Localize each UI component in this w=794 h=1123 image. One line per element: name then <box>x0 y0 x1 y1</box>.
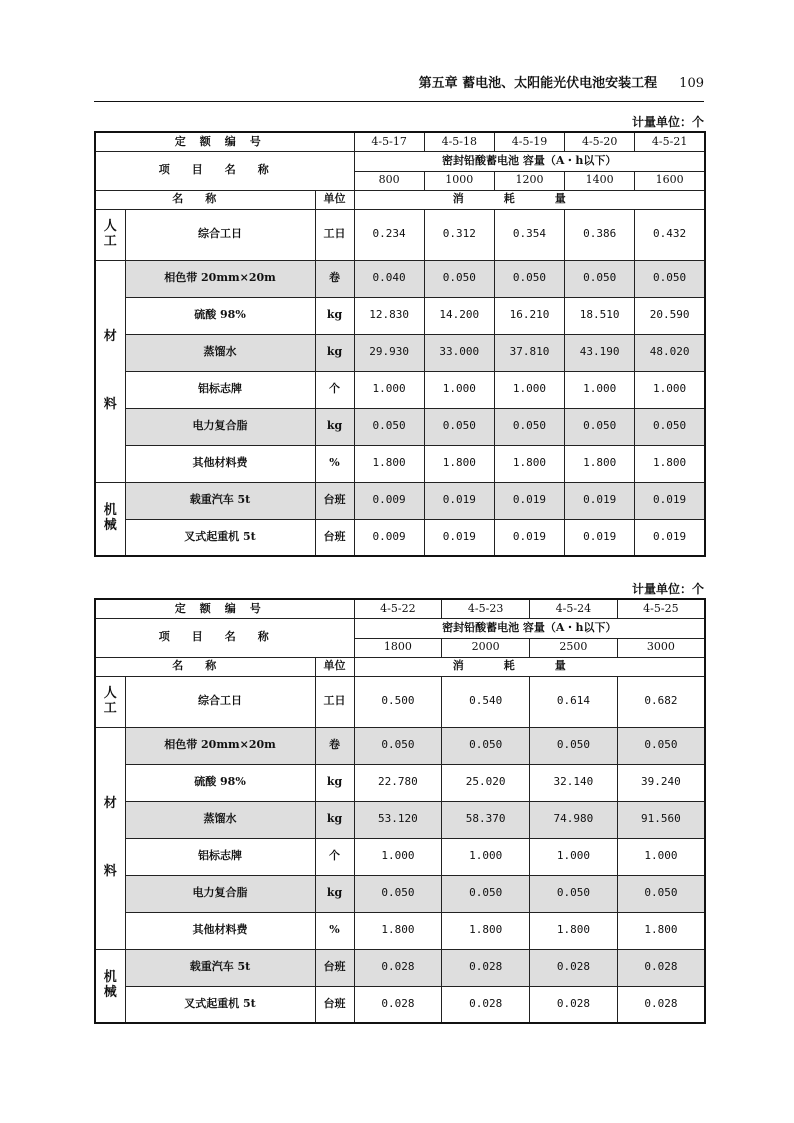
quota-code: 4-5-19 <box>494 132 564 151</box>
consumption-value: 0.009 <box>354 482 424 519</box>
consumption-value: 0.050 <box>442 727 530 764</box>
capacity-value: 1800 <box>354 638 442 657</box>
consumption-value: 1.800 <box>442 912 530 949</box>
category-cell <box>95 209 125 260</box>
capacity-value: 1000 <box>424 171 494 190</box>
consumption-header: 消耗量 <box>354 657 705 676</box>
consumption-value: 53.120 <box>354 801 442 838</box>
resource-name: 相色带 20mm×20m <box>125 727 315 764</box>
consumption-value: 0.682 <box>617 676 705 727</box>
resource-unit: kg <box>315 875 354 912</box>
consumption-value: 0.028 <box>617 986 705 1023</box>
resource-name: 铝标志牌 <box>125 371 315 408</box>
consumption-value: 20.590 <box>635 297 705 334</box>
consumption-value: 0.019 <box>565 519 635 556</box>
consumption-value: 0.028 <box>354 986 442 1023</box>
resource-name: 其他材料费 <box>125 912 315 949</box>
consumption-value: 0.019 <box>424 519 494 556</box>
consumption-value: 91.560 <box>617 801 705 838</box>
category-cell <box>95 949 125 1023</box>
consumption-value: 0.019 <box>565 482 635 519</box>
consumption-value: 1.800 <box>354 445 424 482</box>
resource-unit: 台班 <box>315 519 354 556</box>
consumption-value: 0.050 <box>424 260 494 297</box>
capacity-value: 1200 <box>494 171 564 190</box>
consumption-value: 1.000 <box>617 838 705 875</box>
consumption-value: 0.234 <box>354 209 424 260</box>
consumption-value: 1.000 <box>635 371 705 408</box>
resource-unit: % <box>315 445 354 482</box>
consumption-value: 0.019 <box>424 482 494 519</box>
consumption-value: 0.040 <box>354 260 424 297</box>
consumption-value: 22.780 <box>354 764 442 801</box>
capacity-value: 2000 <box>442 638 530 657</box>
category-cell <box>95 676 125 727</box>
quota-code: 4-5-21 <box>635 132 705 151</box>
consumption-value: 0.009 <box>354 519 424 556</box>
consumption-value: 0.614 <box>530 676 618 727</box>
resource-name: 电力复合脂 <box>125 875 315 912</box>
category-label: 人工 <box>103 219 117 249</box>
quota-code: 4-5-23 <box>442 599 530 618</box>
resource-name: 载重汽车 5t <box>125 482 315 519</box>
consumption-value: 0.050 <box>530 875 618 912</box>
consumption-value: 1.800 <box>530 912 618 949</box>
unit-label-2: 计量单位：个 <box>631 582 704 596</box>
consumption-value: 0.050 <box>565 408 635 445</box>
category-cell <box>95 727 125 949</box>
consumption-value: 1.800 <box>617 912 705 949</box>
consumption-value: 74.980 <box>530 801 618 838</box>
unit-label-1: 计量单位：个 <box>631 115 704 129</box>
consumption-value: 0.019 <box>494 519 564 556</box>
category-label: 材料 <box>103 329 117 412</box>
capacity-value: 800 <box>354 171 424 190</box>
consumption-value: 1.000 <box>494 371 564 408</box>
capacity-value: 1400 <box>565 171 635 190</box>
consumption-value: 14.200 <box>424 297 494 334</box>
consumption-value: 33.000 <box>424 334 494 371</box>
consumption-value: 0.312 <box>424 209 494 260</box>
consumption-value: 1.000 <box>354 371 424 408</box>
resource-unit: 工日 <box>315 676 354 727</box>
category-label: 机械 <box>103 970 117 1000</box>
quota-code: 4-5-25 <box>617 599 705 618</box>
consumption-value: 0.432 <box>635 209 705 260</box>
resource-unit: kg <box>315 297 354 334</box>
consumption-value: 0.050 <box>424 408 494 445</box>
quota-code-label: 定额编号 <box>95 599 354 618</box>
consumption-value: 0.354 <box>494 209 564 260</box>
consumption-value: 0.028 <box>617 949 705 986</box>
consumption-value: 0.028 <box>354 949 442 986</box>
category-label: 机械 <box>103 503 117 533</box>
resource-name: 其他材料费 <box>125 445 315 482</box>
resource-name: 硫酸 98% <box>125 764 315 801</box>
quota-code: 4-5-24 <box>530 599 618 618</box>
resource-unit: 个 <box>315 838 354 875</box>
consumption-header: 消耗量 <box>354 190 705 209</box>
resource-unit: kg <box>315 334 354 371</box>
consumption-value: 0.540 <box>442 676 530 727</box>
item-description: 密封铅酸蓄电池 容量（A・h以下） <box>354 151 705 171</box>
consumption-value: 18.510 <box>565 297 635 334</box>
consumption-value: 0.050 <box>354 727 442 764</box>
category-label: 人工 <box>103 686 117 716</box>
resource-unit: kg <box>315 801 354 838</box>
capacity-value: 1600 <box>635 171 705 190</box>
consumption-value: 0.028 <box>530 986 618 1023</box>
quota-code: 4-5-22 <box>354 599 442 618</box>
consumption-value: 1.800 <box>494 445 564 482</box>
resource-unit: 个 <box>315 371 354 408</box>
consumption-value: 1.000 <box>530 838 618 875</box>
resource-unit: 卷 <box>315 727 354 764</box>
consumption-value: 1.000 <box>442 838 530 875</box>
capacity-value: 3000 <box>617 638 705 657</box>
resource-name: 综合工日 <box>125 209 315 260</box>
consumption-value: 0.500 <box>354 676 442 727</box>
item-description: 密封铅酸蓄电池 容量（A・h以下） <box>354 618 705 638</box>
consumption-value: 29.930 <box>354 334 424 371</box>
consumption-value: 58.370 <box>442 801 530 838</box>
resource-name: 电力复合脂 <box>125 408 315 445</box>
consumption-value: 0.050 <box>530 727 618 764</box>
resource-name: 硫酸 98% <box>125 297 315 334</box>
resource-name: 蒸馏水 <box>125 334 315 371</box>
chapter-title: 第五章 蓄电池、太阳能光伏电池安装工程 <box>418 76 658 91</box>
unit-column-header: 单位 <box>315 190 354 209</box>
consumption-value: 1.800 <box>424 445 494 482</box>
consumption-value: 25.020 <box>442 764 530 801</box>
header-rule <box>94 101 704 102</box>
quota-code-label: 定额编号 <box>95 132 354 151</box>
consumption-value: 0.050 <box>494 260 564 297</box>
resource-name: 载重汽车 5t <box>125 949 315 986</box>
consumption-value: 37.810 <box>494 334 564 371</box>
consumption-value: 0.028 <box>530 949 618 986</box>
consumption-value: 0.019 <box>494 482 564 519</box>
resource-name: 铝标志牌 <box>125 838 315 875</box>
resource-unit: 卷 <box>315 260 354 297</box>
resource-name: 蒸馏水 <box>125 801 315 838</box>
unit-column-header: 单位 <box>315 657 354 676</box>
capacity-value: 2500 <box>530 638 618 657</box>
consumption-value: 0.386 <box>565 209 635 260</box>
quota-table-2 <box>94 598 706 1024</box>
consumption-value: 1.000 <box>424 371 494 408</box>
consumption-value: 0.050 <box>617 727 705 764</box>
consumption-value: 0.050 <box>494 408 564 445</box>
consumption-value: 0.028 <box>442 986 530 1023</box>
consumption-value: 1.800 <box>565 445 635 482</box>
consumption-value: 0.050 <box>442 875 530 912</box>
resource-unit: % <box>315 912 354 949</box>
item-name-label: 项目名称 <box>95 151 354 190</box>
resource-unit: 工日 <box>315 209 354 260</box>
quota-table-1 <box>94 131 706 557</box>
consumption-value: 0.050 <box>354 408 424 445</box>
consumption-value: 1.800 <box>635 445 705 482</box>
page-header <box>94 72 704 98</box>
consumption-value: 0.050 <box>617 875 705 912</box>
resource-unit: kg <box>315 764 354 801</box>
category-label: 材料 <box>103 796 117 879</box>
resource-name: 叉式起重机 5t <box>125 519 315 556</box>
quota-code: 4-5-17 <box>354 132 424 151</box>
item-name-label: 项目名称 <box>95 618 354 657</box>
consumption-value: 0.028 <box>442 949 530 986</box>
resource-name: 相色带 20mm×20m <box>125 260 315 297</box>
resource-unit: 台班 <box>315 949 354 986</box>
consumption-value: 0.050 <box>635 260 705 297</box>
name-column-header: 名称 <box>95 657 315 676</box>
resource-unit: kg <box>315 408 354 445</box>
consumption-value: 12.830 <box>354 297 424 334</box>
consumption-value: 0.019 <box>635 519 705 556</box>
category-cell <box>95 260 125 482</box>
consumption-value: 39.240 <box>617 764 705 801</box>
consumption-value: 1.000 <box>354 838 442 875</box>
resource-unit: 台班 <box>315 482 354 519</box>
consumption-value: 0.050 <box>565 260 635 297</box>
consumption-value: 0.050 <box>635 408 705 445</box>
name-column-header: 名称 <box>95 190 315 209</box>
consumption-value: 43.190 <box>565 334 635 371</box>
resource-name: 综合工日 <box>125 676 315 727</box>
consumption-value: 1.000 <box>565 371 635 408</box>
consumption-value: 0.050 <box>354 875 442 912</box>
consumption-value: 48.020 <box>635 334 705 371</box>
consumption-value: 0.019 <box>635 482 705 519</box>
category-cell <box>95 482 125 556</box>
quota-code: 4-5-18 <box>424 132 494 151</box>
quota-code: 4-5-20 <box>565 132 635 151</box>
page-number: 109 <box>679 76 704 91</box>
consumption-value: 32.140 <box>530 764 618 801</box>
resource-unit: 台班 <box>315 986 354 1023</box>
consumption-value: 16.210 <box>494 297 564 334</box>
consumption-value: 1.800 <box>354 912 442 949</box>
resource-name: 叉式起重机 5t <box>125 986 315 1023</box>
